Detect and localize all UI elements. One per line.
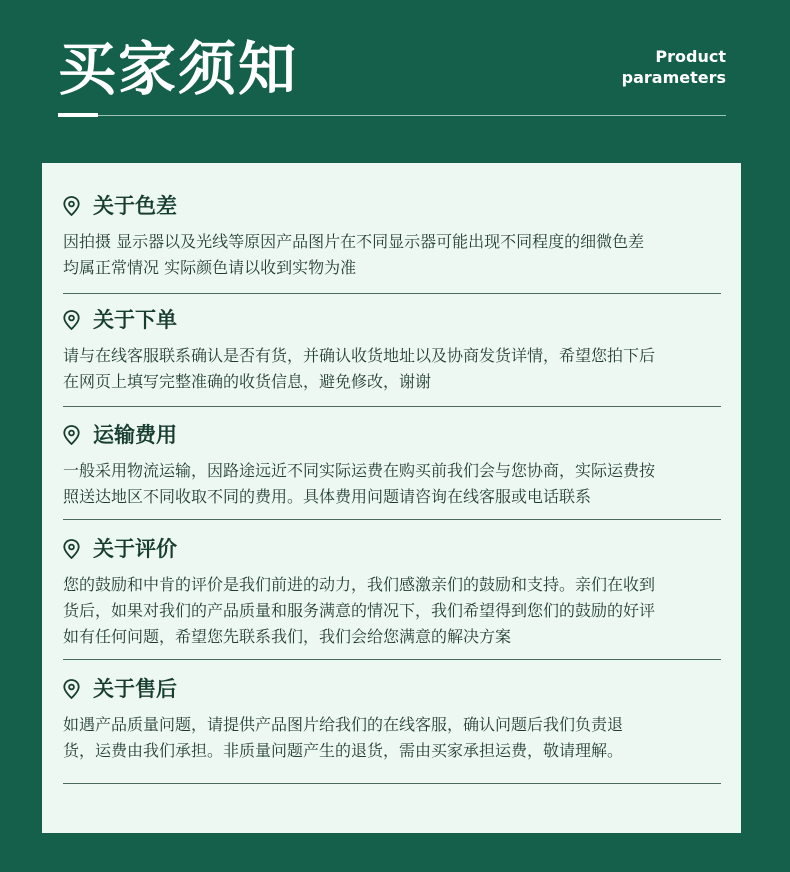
location-pin-icon [63,679,80,699]
section-divider [63,519,721,520]
header-divider [58,115,726,116]
section-body: 如遇产品质量问题，请提供产品图片给我们的在线客服，确认问题后我们负责退 货，运费由我们承担。非质量问题产生的退货，需由买家承担运费，敬请理解。 [63,715,624,760]
location-pin-icon [63,310,80,330]
section-divider [63,293,721,294]
section-color-difference [63,191,721,281]
header-subtitle [622,46,726,88]
section-body: 一般采用物流运输，因路途远近不同实际运费在购买前我们会与您协商，实际运费按 照送达地区不同收取不同的费用。具体费用问题请咨询在线客服或电话联系 [63,461,656,506]
location-pin-icon [63,196,80,216]
section-shipping-cost [63,420,721,510]
section-title: 关于色差 [93,194,177,218]
notice-panel [42,163,741,833]
section-reviews [63,534,721,650]
section-ordering [63,305,721,395]
section-divider [63,406,721,407]
section-divider [63,659,721,660]
section-body: 请与在线客服联系确认是否有货，并确认收货地址以及协商发货详情，希望您拍下后 在网页上填写完整准确的收货信息，避免修改，谢谢 [63,346,656,391]
subtitle-line-1: Product [655,47,726,66]
location-pin-icon [63,425,80,445]
section-title: 关于售后 [93,677,177,701]
header-accent-bar [58,113,98,117]
section-body: 因拍摄 显示器以及光线等原因产品图片在不同显示器可能出现不同程度的细微色差 均属正常情况 实际颜色请以收到实物为准 [63,232,645,277]
location-pin-icon [63,539,80,559]
section-divider [63,783,721,784]
section-title: 关于下单 [93,308,177,332]
section-title: 运输费用 [93,423,177,447]
page-title: 买家须知 [58,35,299,103]
subtitle-line-2: parameters [621,68,726,87]
section-title: 关于评价 [93,537,177,561]
section-after-sales [63,674,721,764]
section-body: 您的鼓励和中肯的评价是我们前进的动力，我们感激亲们的鼓励和支持。亲们在收到 货后，如果对我们的产品质量和服务满意的情况下，我们希望得到您们的鼓励的好评 如有任何问题，希望您先联系我们，我们会给您满意的解决方案 [63,575,656,646]
